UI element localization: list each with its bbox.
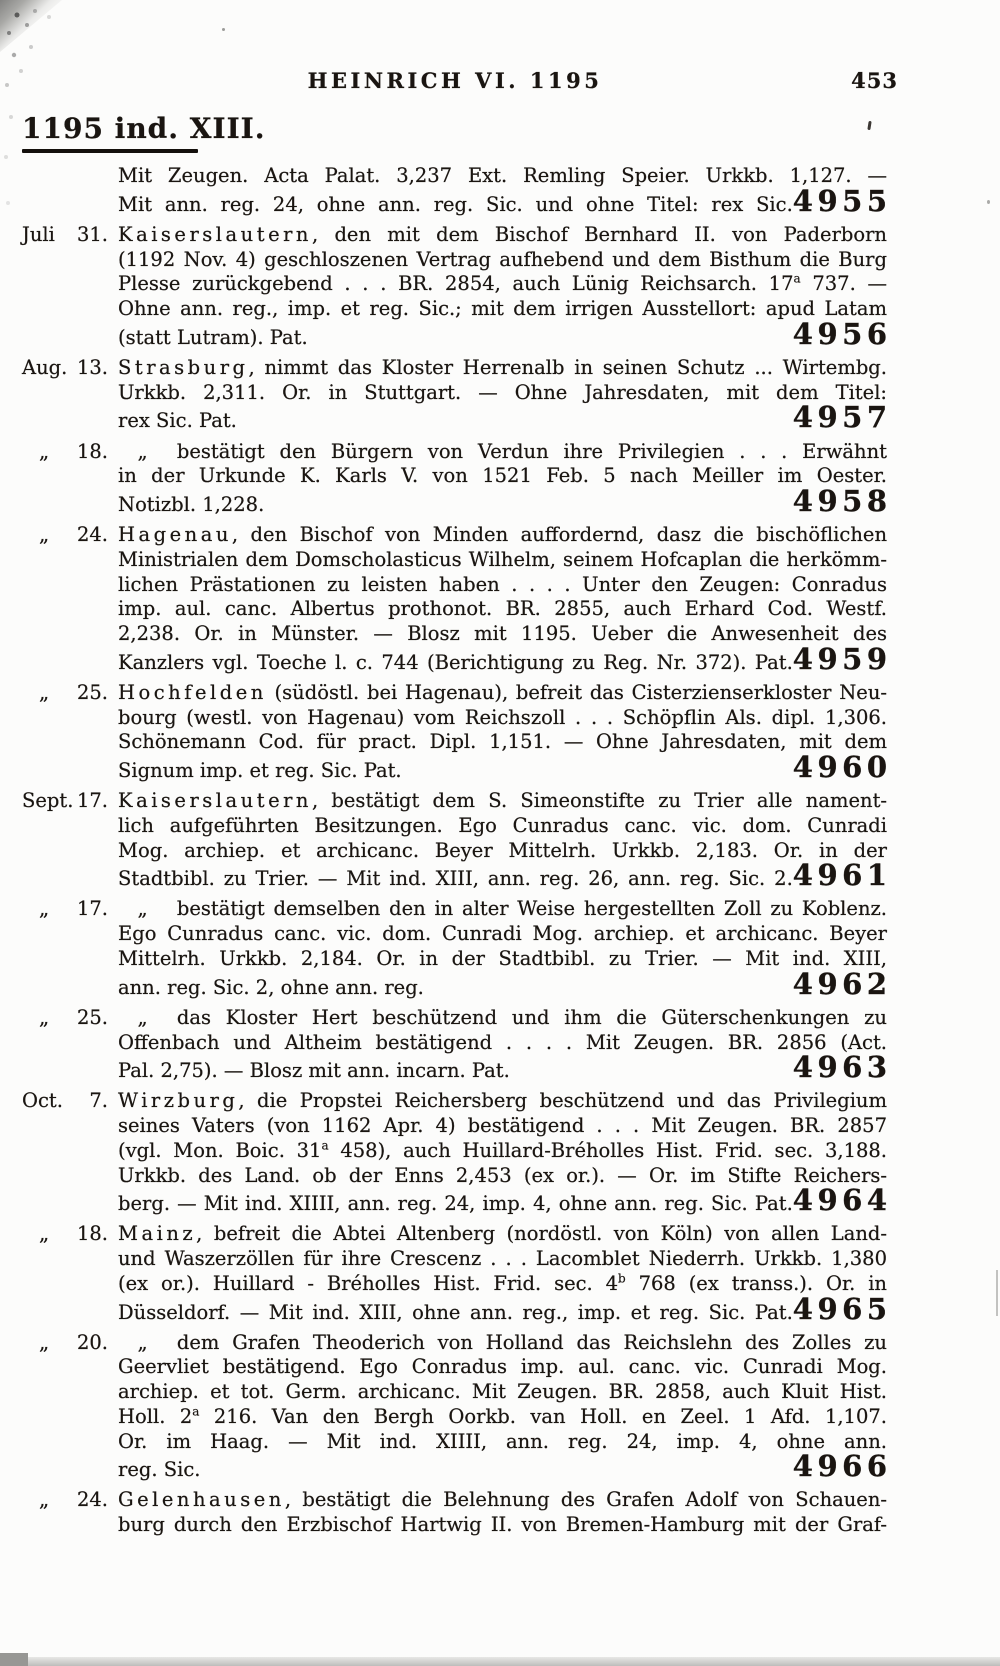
- entry-date-day: 13.: [76, 355, 108, 379]
- entry-text-line: Ministrialen dem Domscholasticus Wilhelm, seinem Hofcaplan die herkömm-: [118, 547, 887, 571]
- entry-text-line: Mog. archiep. et archicanc. Beyer Mittelrh. Urkkb. 2,183. Or. in der: [118, 838, 887, 862]
- entry-body: [118, 164, 892, 218]
- entry-text-line: „ bestätigt demselben den in alter Weise hergestellten Zoll zu Koblenz.: [118, 897, 887, 921]
- entry-date-day: 20.: [76, 1330, 108, 1354]
- entry-date-margin: [22, 356, 118, 434]
- entry-text-line: (ex or.). Huillard - Bréholles Hist. Frid. sec. 4$^b$ 768 (ex transs.). Or. in: [118, 1271, 887, 1295]
- entry-text-line: Offenbach und Altheim bestätigend . . . . Mit Zeugen. BR. 2856 (Act.: [118, 1030, 887, 1054]
- entry-date-margin: [22, 223, 118, 351]
- entry-body: [118, 680, 892, 784]
- scan-artifact-corner-smudge: [0, 0, 62, 52]
- entry-number: 4965: [792, 1291, 892, 1326]
- entry-body: [118, 789, 892, 893]
- entry-text-line: berg. — Mit ind. XIIII, ann. reg. 24, imp. 4, ohne ann. reg. Sic. Pat.: [118, 1192, 793, 1216]
- regesta-entry: [22, 523, 892, 676]
- entry-number: 4956: [792, 316, 892, 351]
- entry-text-line: „ dem Grafen Theoderich von Holland das Reichslehn des Zolles zu: [118, 1330, 887, 1354]
- entry-text-line: reg. Sic.: [118, 1458, 201, 1482]
- regesta-entry: [22, 1089, 892, 1218]
- entry-text-line: Hagenau, den Bischof von Minden auffordernd, dasz die bischöflichen: [118, 523, 887, 547]
- regesta-entry: [22, 1488, 887, 1537]
- entry-date-month: Oct.: [22, 1089, 63, 1113]
- entry-text-line: Kaiserslautern, den mit dem Bischof Bernhard II. von Paderborn: [118, 222, 887, 246]
- entry-date-margin: [22, 1222, 118, 1325]
- entry-text-line: Plesse zurückgebend . . . BR. 2854, auch Lünig Reichsarch. 17$^a$ 737. —: [118, 271, 887, 296]
- entry-last-line: [118, 1449, 892, 1484]
- entry-text-line: Gelenhausen, bestätigt die Belehnung des Grafen Adolf von Schauen-: [118, 1488, 887, 1512]
- entry-text-line: (statt Lutram). Pat.: [118, 325, 308, 349]
- entry-date-month: „: [39, 1488, 50, 1512]
- entry-text-line: (vgl. Mon. Boic. 31$^a$ 458), auch Huillard-Bréholles Hist. Frid. sec. 3,188.: [118, 1138, 887, 1162]
- page-number: 453: [851, 68, 898, 93]
- entry-text-line: „ bestätigt den Bürgern von Verdun ihre Privilegien . . . Erwähnt: [118, 439, 887, 463]
- scan-artifact-dot: [987, 200, 990, 204]
- entry-text-line: Kanzlers vgl. Toeche l. c. 744 (Berichtigung zu Reg. Nr. 372). Pat.: [118, 650, 793, 674]
- regesta-entry: [22, 789, 892, 893]
- entry-text-line: rex Sic. Pat.: [118, 409, 237, 433]
- entry-text-line: Wirzburg, die Propstei Reichersberg beschützend und das Privilegium: [118, 1089, 887, 1113]
- scan-artifact-dot: [222, 28, 225, 31]
- entry-text-line: Mit ann. reg. 24, ohne ann. reg. Sic. und ohne Titel: rex Sic.: [118, 192, 793, 216]
- place-name: Gelenhausen: [118, 1488, 285, 1512]
- entry-date-margin: [22, 1331, 118, 1483]
- entry-last-line: [118, 316, 892, 351]
- entry-date-month: „: [39, 439, 50, 463]
- entry-body: [118, 439, 892, 518]
- entry-number: 4961: [792, 858, 892, 893]
- entry-last-line: [118, 1183, 892, 1218]
- scan-artifact-specks: [4, 6, 6, 8]
- entry-body: [118, 1488, 887, 1537]
- entry-text-line: lichen Prästationen zu leisten haben . . . . Unter den Zeugen: Conradus: [118, 572, 887, 596]
- entry-text-line: bourg (westl. von Hagenau) vom Reichszoll . . . Schöpflin Als. dipl. 1,306.: [118, 705, 887, 729]
- entry-number: 4960: [792, 749, 892, 784]
- place-name: Kaiserslautern: [118, 789, 312, 813]
- entry-text-line: und Waszerzöllen für ihre Crescenz . . . Lacomblet Niederrh. Urkkb. 1,380: [118, 1247, 887, 1271]
- entry-text-line: imp. aul. canc. Albertus prothonot. BR. 2855, auch Erhard Cod. Westf.: [118, 597, 887, 621]
- entry-text-line: seines Vaters (von 1162 Apr. 4) bestätigend . . . Mit Zeugen. BR. 2857: [118, 1114, 887, 1138]
- entry-text-line: Mittelrh. Urkkb. 2,184. Or. in der Stadtbibl. zu Trier. — Mit ind. XIII,: [118, 946, 887, 970]
- entry-number: 4966: [792, 1449, 892, 1484]
- entry-text-line: Düsseldorf. — Mit ind. XIII, ohne ann. reg., imp. et reg. Sic. Pat.: [118, 1300, 793, 1324]
- entry-text-line: Stadtbibl. zu Trier. — Mit ind. XIII, ann. reg. 26, ann. reg. Sic. 2.: [118, 867, 793, 891]
- entry-text-line: „ das Kloster Hert beschützend und ihm die Güterschenkungen zu: [118, 1005, 887, 1029]
- entry-date-day: 17.: [76, 897, 108, 921]
- entry-body: [118, 1089, 892, 1218]
- regesta-entry: [22, 680, 892, 784]
- entry-body: [118, 1005, 892, 1085]
- entry-date-day: 17.: [76, 789, 108, 813]
- place-name: Kaiserslautern: [118, 222, 312, 246]
- entries-list: [22, 164, 892, 1543]
- scan-edge-bottom-corner: [0, 1653, 28, 1666]
- regesta-entry: [22, 1005, 892, 1085]
- entry-last-line: [118, 749, 892, 784]
- entry-number: 4959: [792, 641, 892, 676]
- entry-last-line: [118, 858, 892, 893]
- entry-text-line: in der Urkunde K. Karls V. von 1521 Feb. 5 nach Meiller im Oester.: [118, 464, 887, 488]
- scan-artifact-edge: [996, 1270, 998, 1316]
- entry-date-day: 24.: [76, 1488, 108, 1512]
- entry-number: 4962: [792, 966, 892, 1001]
- regesta-entry: [22, 897, 892, 1001]
- entry-text-line: Ohne ann. reg., imp. et reg. Sic.; mit dem irrigen Ausstellort: apud Latam: [118, 297, 887, 321]
- entry-last-line: [118, 966, 892, 1001]
- entry-last-line: [118, 1050, 892, 1085]
- entry-number: 4963: [792, 1050, 892, 1085]
- entry-text-line: Ego Cunradus canc. vic. dom. Cunradi Mog. archiep. et archicanc. Beyer: [118, 922, 887, 946]
- entry-text-line: Mainz, befreit die Abtei Altenberg (nordöstl. von Köln) von allen Land-: [118, 1222, 887, 1246]
- place-name: Hagenau: [118, 523, 232, 547]
- entry-text-line: Signum imp. et reg. Sic. Pat.: [118, 758, 402, 782]
- entry-date-month: Sept.: [22, 789, 74, 813]
- entry-date-margin: [22, 1006, 118, 1084]
- entry-last-line: [118, 183, 892, 218]
- scan-edge-bottom: [0, 1657, 1000, 1666]
- entry-date-margin: [22, 789, 118, 892]
- entry-date-day: 25.: [76, 680, 108, 704]
- regesta-entry: [22, 222, 892, 351]
- entry-body: [118, 523, 892, 676]
- entry-text-line: Or. im Haag. — Mit ind. XIIII, ann. reg. 24, imp. 4, ohne ann.: [118, 1429, 887, 1453]
- entry-date-month: „: [39, 897, 50, 921]
- entry-date-month: Juli: [22, 222, 55, 246]
- entry-text-line: lich aufgeführten Besitzungen. Ego Cunradus canc. vic. dom. Cunradi: [118, 813, 887, 837]
- place-name: Hochfelden: [118, 680, 267, 704]
- entry-text-line: Geervliet bestätigend. Ego Conradus imp. aul. canc. vic. Cunradi Mog.: [118, 1355, 887, 1379]
- entry-number: 4955: [792, 183, 892, 218]
- entry-date-month: „: [39, 1005, 50, 1029]
- entry-last-line: [118, 1291, 892, 1326]
- entry-date-margin: [22, 681, 118, 784]
- entry-text-line: burg durch den Erzbischof Hartwig II. von Bremen-Hamburg mit der Graf-: [118, 1513, 887, 1537]
- year-heading-text: 1195 ind. XIII.: [22, 112, 266, 145]
- entry-date-margin: [22, 164, 118, 217]
- place-name: Wirzburg: [118, 1089, 239, 1113]
- entry-text-line: Strasburg, nimmt das Kloster Herrenalb in seinen Schutz ... Wirtembg.: [118, 355, 887, 379]
- regesta-entry: [22, 164, 892, 218]
- entry-text-line: Notizbl. 1,228.: [118, 492, 265, 516]
- entry-text-line: Mit Zeugen. Acta Palat. 3,237 Ext. Remling Speier. Urkkb. 1,127. —: [118, 164, 887, 187]
- entry-date-month: „: [39, 1222, 50, 1246]
- place-name: Mainz: [118, 1222, 197, 1246]
- entry-date-day: 18.: [76, 439, 108, 463]
- entry-text-line: 2,238. Or. in Münster. — Blosz mit 1195. Ueber die Anwesenheit des: [118, 621, 887, 645]
- entry-body: [118, 897, 892, 1001]
- entry-body: [118, 355, 892, 435]
- regesta-entry: [22, 355, 892, 435]
- entry-text-line: Urkkb. des Land. ob der Enns 2,453 (ex or.). — Or. im Stifte Reichers-: [118, 1163, 887, 1187]
- entry-last-line: [118, 400, 892, 435]
- running-title: HEINRICH VI. 1195: [307, 68, 603, 93]
- entry-date-day: 24.: [76, 523, 108, 547]
- regesta-entry: [22, 1222, 892, 1326]
- entry-body: [118, 1222, 892, 1326]
- entry-date-day: 25.: [76, 1005, 108, 1029]
- entry-date-month: „: [39, 1330, 50, 1354]
- entry-date-margin: [22, 897, 118, 1000]
- entry-text-line: Urkkb. 2,311. Or. in Stuttgart. — Ohne Jahresdaten, mit dem Titel:: [118, 380, 887, 404]
- entry-number: 4957: [792, 400, 892, 435]
- entry-last-line: [118, 483, 892, 518]
- entry-last-line: [118, 641, 892, 676]
- entry-text-line: ann. reg. Sic. 2, ohne ann. reg.: [118, 975, 424, 999]
- entry-text-line: Pal. 2,75). — Blosz mit ann. incarn. Pat.: [118, 1059, 510, 1083]
- regesta-entry: [22, 1330, 892, 1484]
- regesta-entry: [22, 439, 892, 518]
- entry-date-month: „: [39, 523, 50, 547]
- entry-date-day: 7.: [89, 1089, 108, 1113]
- entry-text-line: Hochfelden (südöstl. bei Hagenau), befreit das Cisterzienserkloster Neu-: [118, 680, 887, 704]
- entry-text-line: archiep. et tot. Germ. archicanc. Mit Zeugen. BR. 2858, auch Kluit Hist.: [118, 1380, 887, 1404]
- entry-number: 4958: [792, 483, 892, 518]
- entry-date-margin: [22, 1488, 118, 1537]
- place-name: Strasburg: [118, 355, 249, 379]
- entry-text-line: (1192 Nov. 4) geschloszenen Vertrag aufhebend und dem Bisthum die Burg: [118, 247, 887, 271]
- entry-date-month: „: [39, 680, 50, 704]
- entry-body: [118, 222, 892, 351]
- year-heading: [22, 112, 266, 153]
- entry-date-day: 31.: [76, 222, 108, 246]
- entry-text-line: Schönemann Cod. für pract. Dipl. 1,151. — Ohne Jahresdaten, mit dem: [118, 730, 887, 754]
- entry-text-line: Holl. 2$^a$ 216. Van den Bergh Oorkb. van Holl. en Zeel. 1 Afd. 1,107.: [118, 1404, 887, 1428]
- entry-date-margin: [22, 440, 118, 518]
- scan-artifact-mark: [867, 121, 871, 130]
- entry-date-month: Aug.: [22, 355, 68, 379]
- entry-date-day: 18.: [76, 1222, 108, 1246]
- entry-number: 4964: [792, 1183, 892, 1218]
- entry-body: [118, 1330, 892, 1484]
- entry-text-line: Kaiserslautern, bestätigt dem S. Simeonstifte zu Trier alle nament-: [118, 789, 887, 813]
- entry-date-margin: [22, 1089, 118, 1217]
- entry-date-margin: [22, 523, 118, 675]
- year-heading-rule: [22, 149, 198, 153]
